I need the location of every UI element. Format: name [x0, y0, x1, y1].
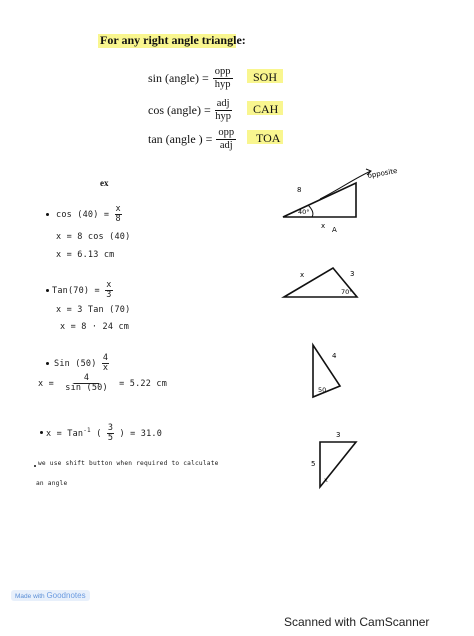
triangle-2-left-label: x: [300, 271, 305, 279]
camscanner-footer: Scanned with CamScanner: [284, 615, 430, 629]
watermark-brand: Goodnotes: [46, 591, 86, 600]
triangle-2-angle-label: 70°: [341, 288, 353, 296]
opposite-annotation: opposite: [366, 166, 398, 180]
example1-line3: x = 6.13 cm: [56, 250, 115, 260]
example3-num: 4: [102, 353, 109, 363]
triangle-4-top-label: 3: [336, 431, 341, 439]
triangle-1: [283, 183, 356, 217]
cos-fraction: [215, 98, 232, 123]
triangle-1-base-label: x: [321, 222, 326, 230]
triangle-3: [313, 345, 340, 397]
tan-denominator: adj: [219, 140, 233, 151]
tan-numerator: opp: [218, 127, 235, 138]
example3-line2-fraction: [65, 374, 108, 393]
bullet: [46, 213, 49, 216]
tan-formula: [148, 127, 236, 152]
example1-line1: [56, 205, 122, 224]
sin-fraction: [213, 66, 233, 91]
example1-num: x: [115, 204, 121, 214]
example1-den: 8: [115, 214, 121, 224]
cos-formula: [148, 98, 232, 123]
ex-label: ex: [100, 178, 109, 188]
example3-fraction: [102, 354, 109, 373]
bullet: [46, 362, 49, 365]
cah-label: CAH: [253, 102, 279, 116]
tan-lhs: tan (angle ) =: [148, 132, 213, 146]
example3-line2-rhs: = 5.22 cm: [119, 379, 168, 389]
example3-line2: [38, 374, 167, 393]
cos-denominator: hyp: [215, 111, 232, 122]
soh-label: SOH: [253, 70, 278, 84]
sin-formula: [148, 66, 233, 91]
example4-fraction: [107, 424, 114, 443]
cos-numerator: adj: [216, 98, 230, 109]
opposite-arrowhead: [366, 169, 371, 175]
sin-numerator: opp: [214, 66, 231, 77]
example4-open: (: [96, 429, 102, 439]
triangle-3-side-label: 4: [332, 352, 337, 360]
toa-label: TOA: [256, 131, 281, 145]
triangle-1-angle-arc: [308, 205, 313, 217]
cos-lhs: cos (angle) =: [148, 103, 211, 117]
bullet: [34, 465, 36, 467]
watermark-prefix: Made with: [15, 593, 45, 600]
triangle-2-right-label: 3: [350, 270, 355, 278]
triangle-4-angle-label: x: [324, 476, 328, 484]
example3-line1: [54, 354, 109, 373]
example2-line3: x = 8 · 24 cm: [60, 322, 130, 332]
triangle-1-hyp-label: 8: [297, 186, 302, 194]
example2-lhs: Tan(70) =: [52, 286, 100, 296]
page-heading: For any right angle triangle:: [100, 33, 246, 47]
example3-line2-den: sin (50): [65, 383, 108, 393]
example3-den: x: [102, 363, 109, 373]
triangle-2: [284, 268, 357, 297]
example4-den: 5: [107, 433, 114, 443]
triangle-4-left-label: 5: [311, 460, 316, 468]
example4-sup: -1: [83, 427, 91, 435]
triangle-1-base-label-2: A: [332, 226, 337, 234]
tan-fraction: [216, 127, 236, 152]
bullet: [40, 431, 43, 434]
example3-lhs: Sin (50): [54, 359, 97, 369]
triangle-1-angle-label: 40°: [298, 208, 310, 216]
example3-line2-lhs: x =: [38, 379, 54, 389]
opposite-arrow: [320, 171, 371, 199]
example3-line2-num: 4: [74, 374, 99, 384]
example4-line: [46, 424, 162, 443]
example2-line1: [52, 281, 113, 300]
sin-lhs: sin (angle) =: [148, 71, 209, 85]
goodnotes-watermark: [11, 590, 90, 601]
example1-line2: x = 8 cos (40): [56, 232, 131, 242]
example2-line2: x = 3 Tan (70): [56, 305, 131, 315]
example4-close: ) = 31.0: [119, 429, 163, 439]
example2-den: 3: [106, 290, 112, 300]
example4-num: 3: [107, 423, 114, 433]
bullet: [46, 289, 49, 292]
note-line-1: we use shift button when required to calculate: [38, 460, 219, 467]
triangle-4: [320, 442, 356, 487]
note-line-2: an angle: [36, 480, 68, 487]
example2-fraction: [105, 281, 112, 300]
example1-fraction: [115, 205, 122, 224]
example1-lhs: cos (40) =: [56, 210, 110, 220]
example2-num: x: [106, 280, 112, 290]
example4-lhs: x = Tan: [46, 429, 84, 439]
triangle-3-angle-label: 50: [318, 386, 327, 394]
sin-denominator: hyp: [214, 79, 231, 90]
